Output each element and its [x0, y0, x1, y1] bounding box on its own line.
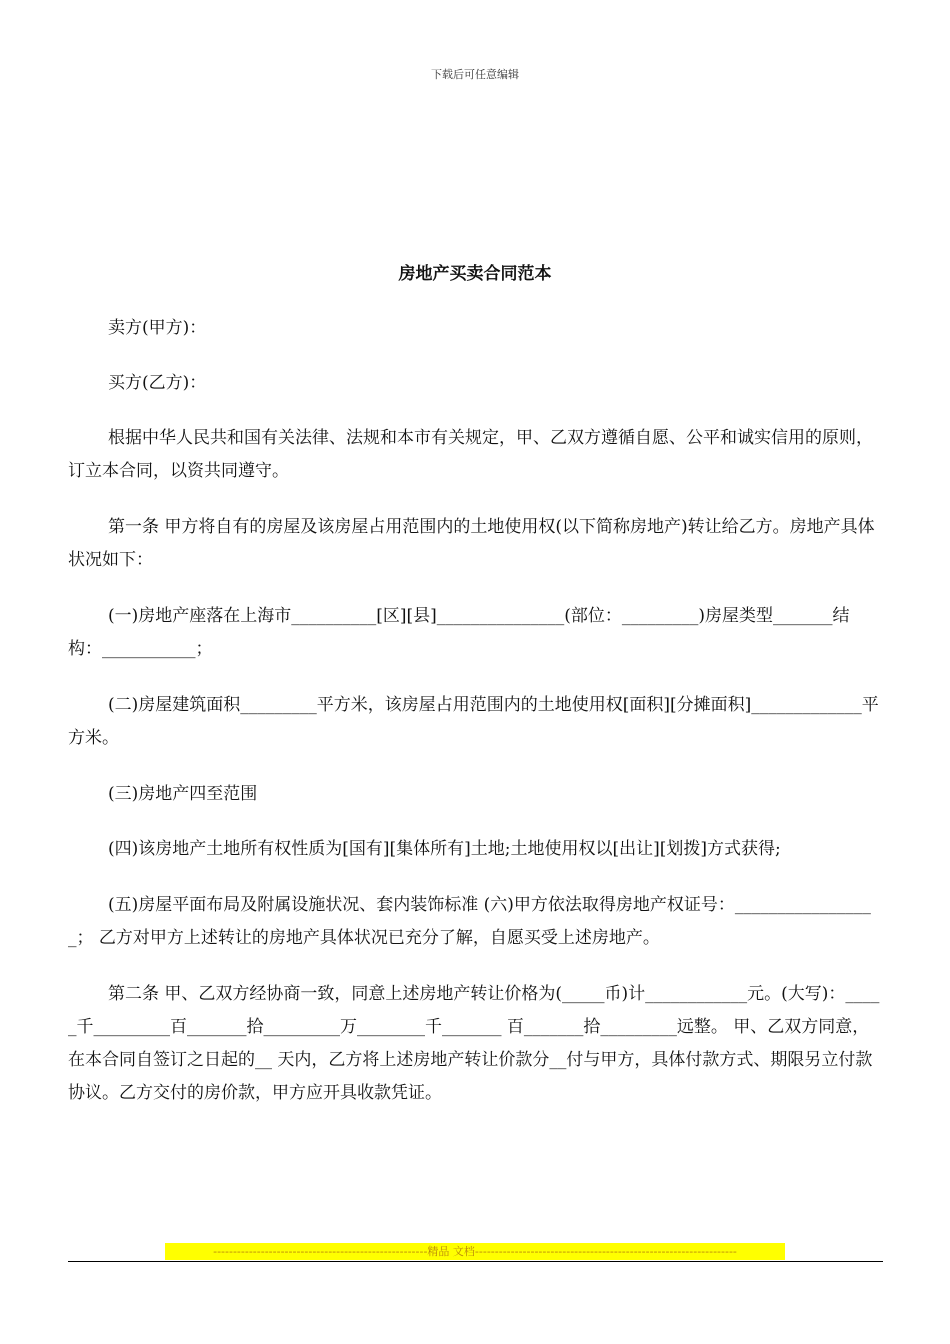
article-2-price: 第二条 甲、乙双方经协商一致，同意上述房地产转让价格为(_____币)计____________元。(大写)：_____千_________百_______拾_________万________千_______ 百_______拾_________远整。 甲、乙双方同意，在本合同自签订之日起的__ 天内，乙方将上述房地产转让价款分__付与甲方，具体付款方式、期限另立付款协议。乙方交付的房价款，甲方应开具收款凭证。 [68, 984, 880, 1103]
footer-rule [68, 1261, 883, 1262]
clause-5-6-layout-certificate: (五)房屋平面布局及附属设施状况、套内装饰标准 (六)甲方依法取得房地产权证号：_________________； 乙方对甲方上述转让的房地产具体状况已充分了解，自愿买受上述房地产。 [68, 895, 871, 948]
clause-1-location: (一)房地产座落在上海市__________[区][县]_______________(部位：_________)房屋类型_______结构：___________； [68, 606, 850, 659]
seller-line: 卖方(甲方)： [108, 318, 207, 338]
preamble-paragraph: 根据中华人民共和国有关法律、法规和本市有关规定，甲、乙双方遵循自愿、公平和诚实信用的原则，订立本合同，以资共同遵守。 [68, 428, 873, 481]
clause-4-land-rights: (四)该房地产土地所有权性质为[国有][集体所有]土地;土地使用权以[出让][划拨]方式获得; [108, 839, 781, 859]
footer-banner: ------------------------------------------------------精品 文档------------------------------------------------------------------ [165, 1243, 785, 1260]
document-body [68, 312, 883, 1133]
buyer-line: 买方(乙方)： [108, 373, 207, 393]
clause-2-area: (二)房屋建筑面积_________平方米，该房屋占用范围内的土地使用权[面积][分摊面积]_____________平方米。 [68, 695, 879, 748]
header-note: 下载后可任意编辑 [431, 68, 519, 81]
article-1-paragraph: 第一条 甲方将自有的房屋及该房屋占用范围内的土地使用权(以下简称房地产)转让给乙方。房地产具体状况如下： [68, 517, 875, 570]
clause-3-boundaries: (三)房地产四至范围 [108, 784, 258, 804]
document-title: 房地产买卖合同范本 [398, 264, 552, 284]
